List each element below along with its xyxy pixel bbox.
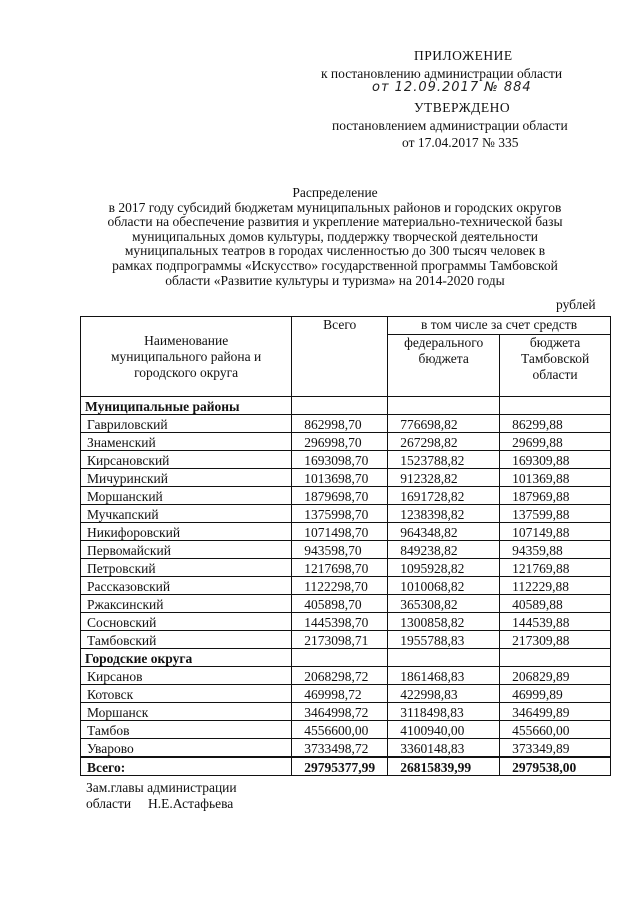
title-line: области «Развитие культуры и туризма» на 2014-2020 годы <box>165 272 505 288</box>
row-name: Тамбовский <box>81 631 292 649</box>
subsidy-table <box>80 316 611 776</box>
row-federal: 849238,82 <box>388 541 500 559</box>
row-regional: 112229,88 <box>500 577 611 595</box>
row-federal: 365308,82 <box>388 595 500 613</box>
row-regional: 137599,88 <box>500 505 611 523</box>
header-name: Наименование муниципального района и городского округа <box>81 317 292 397</box>
row-name: Первомайский <box>81 541 292 559</box>
table-row <box>81 451 611 469</box>
row-regional: 40589,88 <box>500 595 611 613</box>
table-row <box>81 577 611 595</box>
row-regional: 107149,88 <box>500 523 611 541</box>
row-regional: 217309,88 <box>500 631 611 649</box>
units-label: рублей <box>556 297 596 312</box>
total-label: Всего: <box>81 757 292 776</box>
row-name: Уварово <box>81 739 292 758</box>
total-federal: 26815839,99 <box>388 757 500 776</box>
row-regional: 86299,88 <box>500 415 611 433</box>
row-regional: 373349,89 <box>500 739 611 758</box>
handwritten-date: от 12.09.2017 № 884 <box>372 80 532 95</box>
row-federal: 4100940,00 <box>388 721 500 739</box>
table-row <box>81 595 611 613</box>
row-federal: 912328,82 <box>388 469 500 487</box>
row-name: Петровский <box>81 559 292 577</box>
table-row <box>81 415 611 433</box>
title-line: муниципальных домов культуры, поддержку творческой деятельности <box>131 228 539 244</box>
table-row <box>81 487 611 505</box>
row-regional: 187969,88 <box>500 487 611 505</box>
row-total: 405898,70 <box>292 595 388 613</box>
row-total: 1375998,70 <box>292 505 388 523</box>
row-federal: 1095928,82 <box>388 559 500 577</box>
table-row <box>81 613 611 631</box>
row-name: Тамбов <box>81 721 292 739</box>
row-total: 3464998,72 <box>292 703 388 721</box>
row-total: 1122298,70 <box>292 577 388 595</box>
row-federal: 3118498,83 <box>388 703 500 721</box>
table-row <box>81 469 611 487</box>
row-total: 3733498,72 <box>292 739 388 758</box>
row-name: Мучкапский <box>81 505 292 523</box>
row-regional: 346499,89 <box>500 703 611 721</box>
header-total: Всего <box>292 317 388 397</box>
title-line: в 2017 году субсидий бюджетам муниципальных районов и городских округов <box>108 199 562 215</box>
row-name: Котовск <box>81 685 292 703</box>
row-name: Кирсановский <box>81 451 292 469</box>
row-name: Рассказовский <box>81 577 292 595</box>
appendix-to-label: к постановлению администрации области <box>321 66 563 81</box>
total-row <box>81 757 611 776</box>
table-row <box>81 667 611 685</box>
title-heading: Распределение <box>292 185 378 200</box>
approved-label: УТВЕРЖДЕНО <box>414 100 511 115</box>
total-sum: 29795377,99 <box>292 757 388 776</box>
row-federal: 1861468,83 <box>388 667 500 685</box>
row-total: 1013698,70 <box>292 469 388 487</box>
row-regional: 29699,88 <box>500 433 611 451</box>
table-row <box>81 541 611 559</box>
row-federal: 267298,82 <box>388 433 500 451</box>
header-federal: федерального бюджета <box>388 335 500 397</box>
document-title <box>70 186 600 288</box>
signature-name: области Н.Е.Астафьева <box>86 796 234 811</box>
row-total: 469998,72 <box>292 685 388 703</box>
row-federal: 1238398,82 <box>388 505 500 523</box>
row-total: 296998,70 <box>292 433 388 451</box>
appendix-label: ПРИЛОЖЕНИЕ <box>414 48 513 63</box>
row-federal: 964348,82 <box>388 523 500 541</box>
total-regional: 2979538,00 <box>500 757 611 776</box>
row-federal: 3360148,83 <box>388 739 500 758</box>
row-total: 2068298,72 <box>292 667 388 685</box>
table-row <box>81 505 611 523</box>
table-row <box>81 433 611 451</box>
section-title: Муниципальные районы <box>81 397 292 415</box>
table-row <box>81 685 611 703</box>
row-name: Мичуринский <box>81 469 292 487</box>
row-regional: 169309,88 <box>500 451 611 469</box>
header-regional: бюджета Тамбовской области <box>500 335 611 397</box>
row-total: 4556600,00 <box>292 721 388 739</box>
row-total: 862998,70 <box>292 415 388 433</box>
districts-rows <box>81 415 611 649</box>
header-including: в том числе за счет средств <box>388 317 611 335</box>
row-total: 1693098,70 <box>292 451 388 469</box>
row-regional: 121769,88 <box>500 559 611 577</box>
row-federal: 1955788,83 <box>388 631 500 649</box>
row-federal: 1523788,82 <box>388 451 500 469</box>
row-total: 1879698,70 <box>292 487 388 505</box>
section-row-cities <box>81 649 611 667</box>
row-regional: 101369,88 <box>500 469 611 487</box>
table-row <box>81 703 611 721</box>
row-regional: 206829,89 <box>500 667 611 685</box>
row-name: Знаменский <box>81 433 292 451</box>
row-federal: 776698,82 <box>388 415 500 433</box>
signature-block <box>86 780 237 812</box>
row-federal: 1300858,82 <box>388 613 500 631</box>
row-regional: 46999,89 <box>500 685 611 703</box>
signature-position: Зам.главы администрации <box>86 780 237 795</box>
table-row <box>81 523 611 541</box>
row-total: 2173098,71 <box>292 631 388 649</box>
cities-rows <box>81 667 611 758</box>
title-line: рамках подпрограммы «Искусство» государственной программы Тамбовской <box>112 257 558 273</box>
title-line: муниципальных театров в городах численностью до 300 тысяч человек в <box>124 243 546 259</box>
row-name: Кирсанов <box>81 667 292 685</box>
approved-date-label: от 17.04.2017 № 335 <box>402 135 519 150</box>
row-name: Сосновский <box>81 613 292 631</box>
row-name: Никифоровский <box>81 523 292 541</box>
section-title: Городские округа <box>81 649 292 667</box>
approved-by-label: постановлением администрации области <box>332 118 568 133</box>
row-name: Ржаксинский <box>81 595 292 613</box>
table-row <box>81 739 611 758</box>
row-name: Гавриловский <box>81 415 292 433</box>
row-name: Моршанский <box>81 487 292 505</box>
row-total: 1217698,70 <box>292 559 388 577</box>
row-regional: 94359,88 <box>500 541 611 559</box>
row-regional: 144539,88 <box>500 613 611 631</box>
row-total: 1445398,70 <box>292 613 388 631</box>
title-line: области на обеспечение развития и укрепление материально-технической базы <box>107 214 563 230</box>
table-row <box>81 721 611 739</box>
table-row <box>81 559 611 577</box>
row-name: Моршанск <box>81 703 292 721</box>
row-federal: 1010068,82 <box>388 577 500 595</box>
row-federal: 422998,83 <box>388 685 500 703</box>
table-row <box>81 631 611 649</box>
section-row-districts <box>81 397 611 415</box>
row-regional: 455660,00 <box>500 721 611 739</box>
row-total: 943598,70 <box>292 541 388 559</box>
row-total: 1071498,70 <box>292 523 388 541</box>
row-federal: 1691728,82 <box>388 487 500 505</box>
